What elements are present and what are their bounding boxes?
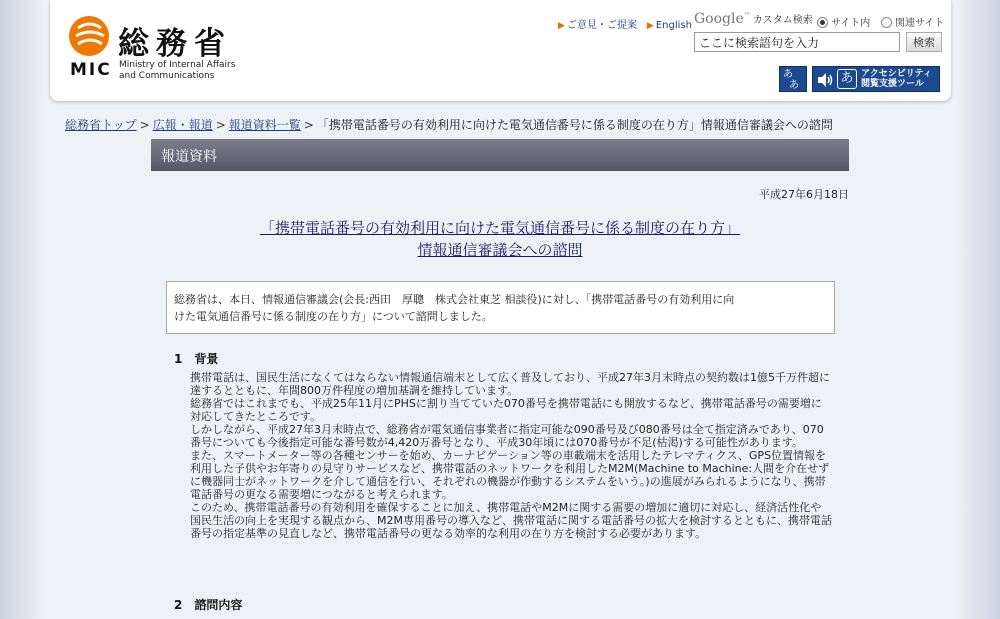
radio-unselected-icon[interactable]	[881, 17, 892, 28]
background-paragraph: しかしながら、平成27年3月末時点で、総務省が電気通信事業者に指定可能な090番号及び080番号は全て指定済みであり、070番号についても今後指定可能な番号数が4,420万番号となり、平成30年頃には070番号が不足(枯渇)する可能性があります。	[190, 423, 824, 449]
furigana-line2: あ	[789, 80, 799, 91]
logo-english	[119, 60, 235, 82]
feedback-link[interactable]: ご意見・ご提案	[566, 20, 637, 31]
speaker-icon	[816, 71, 834, 89]
google-custom-search	[694, 11, 813, 27]
radio-selected-icon[interactable]	[817, 17, 828, 28]
page-title	[151, 217, 849, 261]
section-body-background	[190, 371, 832, 540]
accessibility-label-line2: 閲覧支援ツール	[861, 79, 924, 89]
furigana-button[interactable]	[779, 66, 807, 92]
section-title-bar: 報道資料	[151, 139, 849, 171]
page-title-line2: 情報通信審議会への諮問	[417, 241, 583, 259]
breadcrumb-home[interactable]: 総務省トップ	[65, 118, 137, 132]
radio-site-label: サイト内	[831, 18, 871, 29]
utility-links	[558, 16, 702, 31]
breadcrumb-separator: >	[215, 118, 226, 132]
summary-line1: 総務省は、本日、情報通信審議会(会長:西田 厚聰 株式会社東芝 相談役)に対し、「携帯電話番号の有効利用に向	[174, 293, 735, 306]
mic-logo-icon[interactable]	[68, 14, 110, 58]
accessibility-a-icon: あ	[837, 69, 857, 89]
site-header	[50, 0, 951, 101]
background-paragraph: また、スマートメーター等の各種センサーを始め、カーナビゲーション等の車載端末を活用したテレマティクス、GPS位置情報を利用した子供やお年寄りの見守りサービスなど、携帯電話のネットワークを利用したM2M(Machine to Machine:人間を介在せずに機器同士がネットワークを介して通信を行い、それぞれの機器が作動するシステムをいう。)の進展がみられるようになり、携帯電話番号の更なる需要増につながると考えられます。	[190, 449, 830, 501]
arrow-right-icon: ▶	[558, 21, 565, 31]
breadcrumb-separator: >	[303, 118, 314, 132]
google-logo-text: Google	[694, 11, 744, 27]
logo-english-line2: and Communications	[119, 71, 215, 81]
breadcrumb-separator: >	[139, 118, 150, 132]
logo-abbr: MIC	[70, 60, 112, 80]
section-heading-consultation: 2 諮問内容	[174, 598, 243, 612]
section-heading-background: 1 背景	[174, 352, 219, 366]
arrow-right-icon: ▶	[646, 21, 654, 31]
breadcrumb	[65, 116, 833, 133]
google-logo: Google™	[694, 11, 751, 27]
breadcrumb-current: 「携帯電話番号の有効利用に向けた電気通信番号に係る制度の在り方」情報通信審議会への諮問	[316, 118, 833, 132]
page-title-line1: 「携帯電話番号の有効利用に向けた電気通信番号に係る制度の在り方」	[259, 219, 740, 237]
radio-related-sites[interactable]	[881, 14, 944, 29]
background-paragraph: 携帯電話は、国民生活になくてはならない情報通信端末として広く普及しており、平成27年3月末時点の契約数は1億5千万件超に達するとともに、年間800万件程度の増加基調を維持しています。	[190, 371, 830, 397]
english-link[interactable]: English	[655, 20, 692, 31]
publish-date: 平成27年6月18日	[759, 188, 849, 201]
search-button[interactable]: 検索	[906, 32, 942, 52]
summary-line2: けた電気通信番号に係る制度の在り方」について諮問しました。	[174, 310, 493, 323]
accessibility-tool-button[interactable]	[812, 66, 940, 92]
breadcrumb-press[interactable]: 広報・報道	[152, 118, 213, 132]
furigana-line1: あ	[783, 69, 793, 80]
accessibility-label-line1: アクセシビリティ	[861, 69, 932, 79]
logo-title[interactable]: 総務省	[118, 26, 232, 62]
custom-search-label: カスタム検索	[752, 15, 813, 26]
accessibility-label	[861, 69, 932, 89]
background-paragraph: 総務省ではこれまでも、平成25年11月にPHSに割り当てていた070番号を携帯電話にも開放するなど、携帯電話番号の需要増に対応してきたところです。	[190, 397, 822, 423]
summary-box	[166, 281, 835, 334]
logo-english-line1: Ministry of Internal Affairs	[119, 60, 236, 70]
background-paragraph: このため、携帯電話番号の有効利用を確保することに加え、携帯電話やM2Mに関する需要の増加に適切に対応し、経済活性化や国民生活の向上を実現する観点から、M2M専用番号の導入など、携帯電話に関する電話番号の拡大を検討するとともに、携帯電話番号の指定基準の見直しなど、携帯電話番号の更なる効率的な利用の在り方を検討する必要があります。	[190, 501, 832, 540]
radio-site-search[interactable]	[817, 14, 870, 29]
breadcrumb-press-list[interactable]: 報道資料一覧	[228, 118, 301, 132]
radio-related-label: 関連サイト	[895, 18, 945, 29]
search-input[interactable]	[694, 32, 900, 52]
